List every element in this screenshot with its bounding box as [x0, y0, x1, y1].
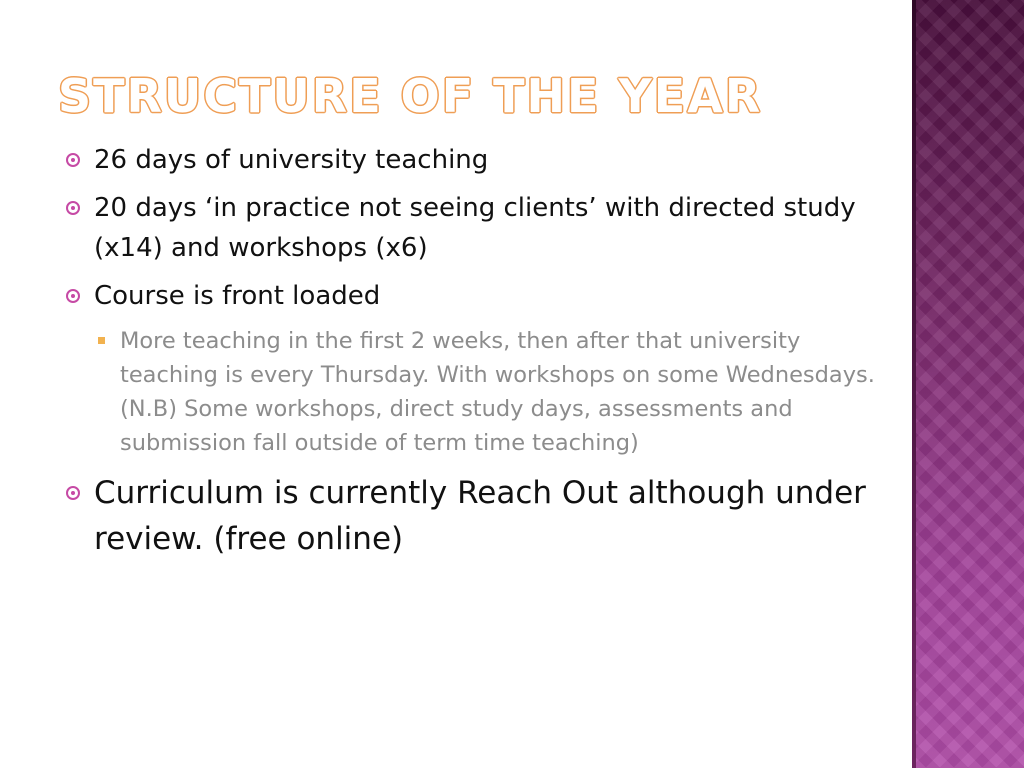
circled-dot-bullet-icon — [66, 486, 80, 500]
bullet-item — [64, 276, 894, 316]
sub-bullet-text: More teaching in the first 2 weeks, then after that university teaching is every Thursday. With workshops on some Wednesdays. (N.B) Some workshops, direct study days, assessments and submission fall outside of term time teaching) — [120, 328, 875, 456]
circled-dot-bullet-icon — [66, 289, 80, 303]
bullet-text: 26 days of university teaching — [94, 145, 489, 175]
slide-title: STRUCTURE OF THE YEAR — [58, 69, 763, 123]
bullet-item — [64, 470, 894, 562]
circled-dot-bullet-icon — [66, 153, 80, 167]
sub-bullet-item — [64, 324, 894, 460]
circled-dot-bullet-icon — [66, 201, 80, 215]
bullet-item — [64, 140, 894, 180]
slide-content — [64, 140, 894, 570]
bullet-item — [64, 188, 894, 268]
decorative-side-band — [912, 0, 1024, 768]
bullet-text: 20 days ‘in practice not seeing clients’ with directed study (x14) and workshops (x6) — [94, 193, 856, 263]
square-bullet-icon — [98, 337, 105, 344]
bullet-text: Course is front loaded — [94, 281, 381, 311]
bullet-text: Curriculum is currently Reach Out although under review. (free online) — [94, 475, 866, 557]
